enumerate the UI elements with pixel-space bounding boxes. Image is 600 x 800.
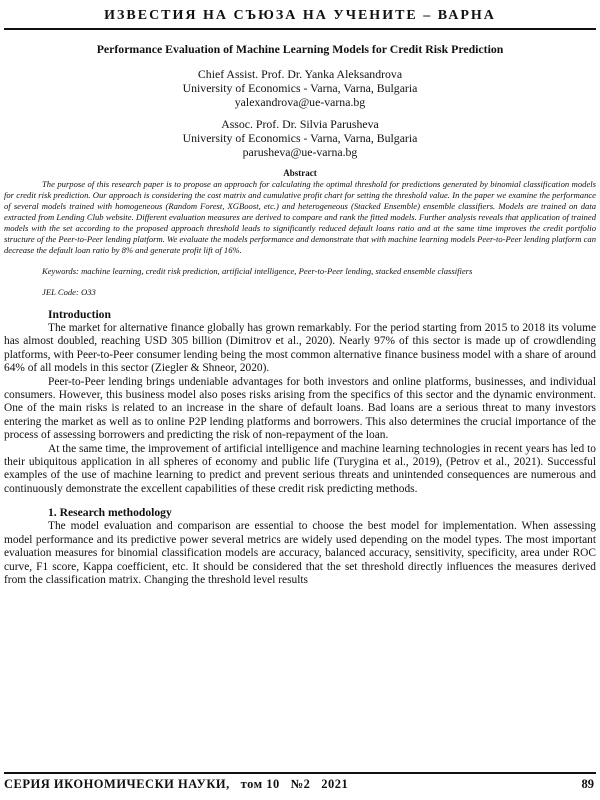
section-heading-introduction: Introduction bbox=[48, 308, 111, 321]
abstract-heading: Abstract bbox=[283, 168, 317, 178]
author-block-1 bbox=[4, 67, 596, 109]
jel-code: JEL Code: O33 bbox=[42, 287, 96, 297]
paper-title: Performance Evaluation of Machine Learning Models for Credit Risk Prediction bbox=[96, 42, 504, 56]
paragraph: The model evaluation and comparison are essential to choose the best model for implementation. When assessing model performance and its predictive power several metrics are widely used depending on the model types. The most important evaluation measures for binomial classification models are accuracy, balanced accuracy, sensitivity, specificity, area under ROC curve, F1 score, Kappa coefficient, etc. It should be considered that the set threshold directly influences the measures derived from the classification matrix. Changing the threshold level results bbox=[4, 520, 596, 586]
paragraph: At the same time, the improvement of artificial intelligence and machine learning technologies in recent years has led to their ubiquitous application in all spheres of economy and public life (Turygina et al., 2019), (Petrov et al., 2021). Successful examples of the use of machine learning to predict and prevent serious threats and unintended consequences are numerous and continuously demonstrate the excellent capabilities of these credit risk predicting methods. bbox=[4, 442, 596, 495]
page-content bbox=[4, 34, 596, 770]
journal-footer bbox=[4, 772, 596, 796]
section-heading-methodology: 1. Research methodology bbox=[48, 506, 172, 520]
author-affiliation: University of Economics - Varna, Varna, Bulgaria bbox=[182, 81, 418, 95]
journal-header-text: ИЗВЕСТИЯ НА СЪЮЗА НА УЧЕНИТЕ – ВАРНА bbox=[104, 8, 496, 23]
page-number: 89 bbox=[581, 777, 594, 791]
paragraph: Peer-to-Peer lending brings undeniable advantages for both investors and online platforms, businesses, and individual consumers. However, this business model also poses risks arising from the specifics of this sector and the dynamic environment. One of the main risks is related to an increase in the share of default loans. Bad loans are a serious threat to many investors entering the market as well as to online P2P lending platforms and borrowers. This also determines the crucial importance of the process of assessing borrowers and predicting the risk of non-repayment of the loan. bbox=[4, 375, 596, 442]
journal-header bbox=[4, 4, 596, 30]
keywords: Keywords: machine learning, credit risk prediction, artificial intelligence, Peer-to-Peer lending, stacked ensemble classifiers bbox=[42, 266, 473, 276]
author-name: Assoc. Prof. Dr. Silvia Parusheva bbox=[221, 117, 379, 131]
author-block-2 bbox=[4, 117, 596, 159]
author-affiliation: University of Economics - Varna, Varna, Bulgaria bbox=[182, 131, 418, 145]
paragraph: The market for alternative finance globally has grown remarkably. For the period starting from 2015 to 2018 its volume has almost doubled, reaching USD 305 billion (Dimitrov et al., 2020). Nearly 97% of this sector is made up of crowdlending platforms, with Peer-to-Peer consumer lending being the most common alternative finance business model with a share of around 64% of all models in this sector (Ziegler & Shneor, 2020). bbox=[4, 322, 596, 375]
author-email: yalexandrova@ue-varna.bg bbox=[234, 95, 366, 109]
author-name: Chief Assist. Prof. Dr. Yanka Aleksandrova bbox=[197, 67, 403, 81]
author-email: parusheva@ue-varna.bg bbox=[242, 145, 358, 159]
series-info: СЕРИЯ ИКОНОМИЧЕСКИ НАУКИ, том 10 №2 2021 bbox=[4, 777, 349, 791]
abstract-text: The purpose of this research paper is to propose an approach for calculating the optimal threshold for predictions generated by binomial classification models for credit risk prediction. Our approach is considering the cost matrix and cumulative profit chart for setting the threshold value. In the paper we examine the performance of several models trained with homogeneous (Random Forest, XGBoost, etc.) and heterogeneous (Stacked Ensemble) ensemble classifiers. Models are trained on data extracted from Lending Club website. Different evaluation measures are derived to compare and rank the fitted models. Further analysis reveals that application of trained models with the set according to the proposed approach threshold leads to significantly reduced default loans ratio and at the same time improves the credit portfolio structure of the Peer-to-Peer lending platform. We evaluate the models performance and demonstrate that with machine learning models Peer-to-Peer lending platform can decrease the default loan ratio by 8% and generate profit lift of 16%. bbox=[4, 179, 596, 255]
